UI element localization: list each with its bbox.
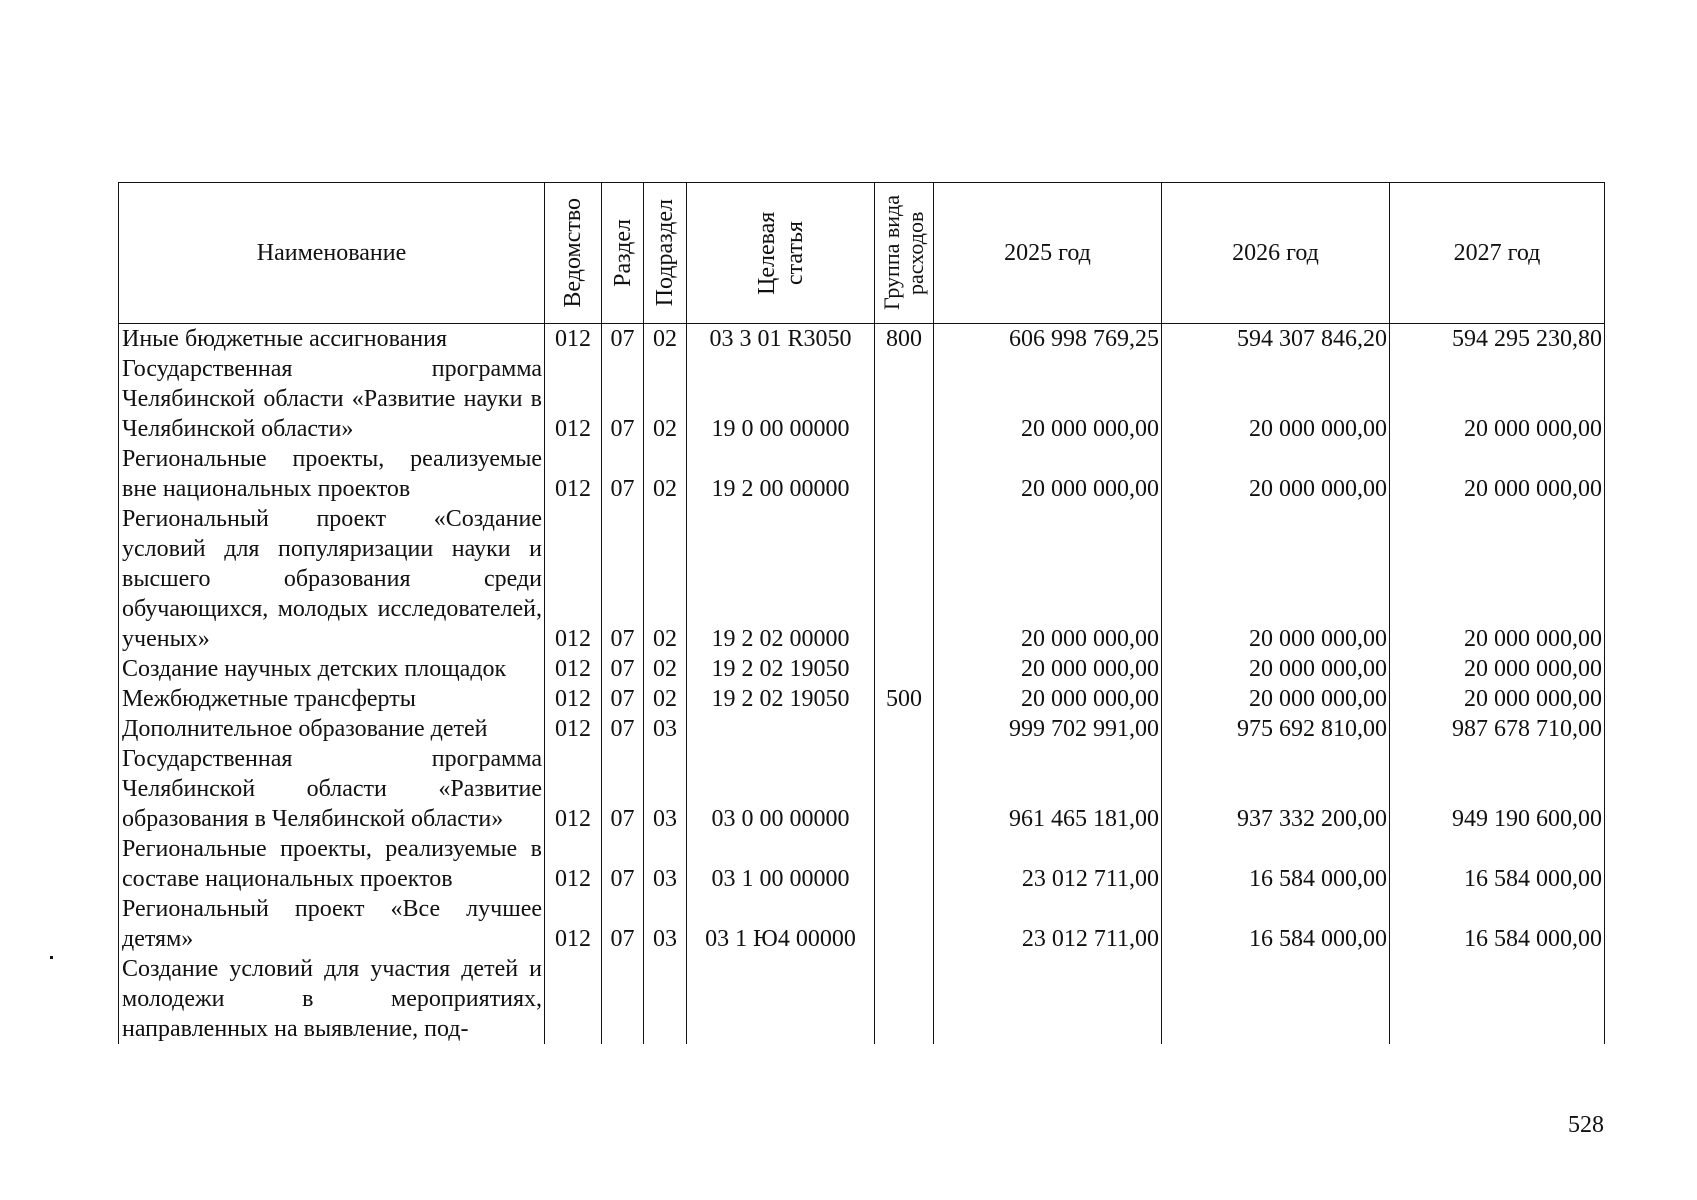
cell-razdel: 07 — [602, 504, 644, 654]
table-row — [119, 324, 1605, 355]
cell-vedomstvo: 012 — [545, 894, 602, 954]
cell-2026: 20 000 000,00 — [1162, 504, 1390, 654]
cell-podrazdel: 02 — [644, 504, 687, 654]
cell-podrazdel: 02 — [644, 354, 687, 444]
table-row — [119, 504, 1605, 654]
cell-vedomstvo: 012 — [545, 714, 602, 744]
cell-tselevaya-statya: 19 2 02 00000 — [687, 504, 875, 654]
cell-vid-rashodov — [875, 834, 934, 894]
cell-2027: 20 000 000,00 — [1390, 504, 1605, 654]
cell-razdel: 07 — [602, 654, 644, 684]
cell-razdel: 07 — [602, 444, 644, 504]
cell-2025: 20 000 000,00 — [934, 684, 1162, 714]
header-2026: 2026 год — [1162, 183, 1390, 324]
cell-2026: 16 584 000,00 — [1162, 894, 1390, 954]
table-header — [119, 183, 1605, 324]
table-row — [119, 654, 1605, 684]
cell-2026: 594 307 846,20 — [1162, 324, 1390, 355]
cell-vedomstvo: 012 — [545, 684, 602, 714]
cell-tselevaya-statya: 19 2 02 19050 — [687, 684, 875, 714]
cell-2027: 20 000 000,00 — [1390, 354, 1605, 444]
cell-2027 — [1390, 954, 1605, 1044]
cell-name: Создание научных детских площадок — [119, 654, 545, 684]
cell-2027: 20 000 000,00 — [1390, 444, 1605, 504]
cell-razdel: 07 — [602, 744, 644, 834]
cell-vedomstvo: 012 — [545, 324, 602, 355]
table-row — [119, 744, 1605, 834]
cell-podrazdel: 02 — [644, 444, 687, 504]
cell-vid-rashodov: 500 — [875, 684, 934, 714]
table-body — [119, 324, 1605, 1045]
cell-razdel — [602, 954, 644, 1044]
cell-razdel: 07 — [602, 834, 644, 894]
cell-name: Региональный проект «Все лучшее детям» — [119, 894, 545, 954]
cell-2025: 20 000 000,00 — [934, 654, 1162, 684]
cell-2025: 20 000 000,00 — [934, 504, 1162, 654]
cell-name: Региональный проект «Создание условий для популяризации науки и высшего образования среди обучающихся, молодых исследователей, ученых» — [119, 504, 545, 654]
cell-vedomstvo: 012 — [545, 654, 602, 684]
table-row — [119, 894, 1605, 954]
cell-2026: 20 000 000,00 — [1162, 684, 1390, 714]
table-row — [119, 954, 1605, 1044]
cell-razdel: 07 — [602, 354, 644, 444]
cell-vedomstvo: 012 — [545, 354, 602, 444]
header-podrazdel: Подраздел — [644, 183, 687, 324]
header-vedomstvo: Ведомство — [545, 183, 602, 324]
cell-podrazdel: 03 — [644, 894, 687, 954]
cell-vedomstvo: 012 — [545, 834, 602, 894]
cell-name: Государственная программа Челябинской области «Развитие науки в Челябинской области» — [119, 354, 545, 444]
cell-vid-rashodov — [875, 894, 934, 954]
cell-2027: 20 000 000,00 — [1390, 684, 1605, 714]
scan-dot — [50, 956, 53, 959]
cell-vid-rashodov — [875, 354, 934, 444]
cell-vid-rashodov — [875, 444, 934, 504]
header-2025: 2025 год — [934, 183, 1162, 324]
cell-2026: 975 692 810,00 — [1162, 714, 1390, 744]
budget-table — [118, 182, 1605, 1044]
table-row — [119, 714, 1605, 744]
cell-2027: 987 678 710,00 — [1390, 714, 1605, 744]
cell-2025: 23 012 711,00 — [934, 894, 1162, 954]
cell-vedomstvo: 012 — [545, 744, 602, 834]
cell-podrazdel: 02 — [644, 324, 687, 355]
cell-vid-rashodov — [875, 954, 934, 1044]
cell-2025: 23 012 711,00 — [934, 834, 1162, 894]
cell-name: Региональные проекты, реализуемые в составе национальных проектов — [119, 834, 545, 894]
cell-2027: 16 584 000,00 — [1390, 894, 1605, 954]
cell-2026: 16 584 000,00 — [1162, 834, 1390, 894]
cell-tselevaya-statya — [687, 954, 875, 1044]
cell-2025: 606 998 769,25 — [934, 324, 1162, 355]
cell-podrazdel: 03 — [644, 744, 687, 834]
table-row — [119, 684, 1605, 714]
cell-2026: 20 000 000,00 — [1162, 444, 1390, 504]
cell-2027: 16 584 000,00 — [1390, 834, 1605, 894]
cell-razdel: 07 — [602, 714, 644, 744]
cell-2026: 937 332 200,00 — [1162, 744, 1390, 834]
table-row — [119, 354, 1605, 444]
cell-tselevaya-statya: 03 0 00 00000 — [687, 744, 875, 834]
cell-vid-rashodov — [875, 654, 934, 684]
header-tselevaya-statya: Целевая статья — [687, 183, 875, 324]
cell-vid-rashodov — [875, 504, 934, 654]
cell-tselevaya-statya — [687, 714, 875, 744]
cell-razdel: 07 — [602, 894, 644, 954]
cell-2027: 594 295 230,80 — [1390, 324, 1605, 355]
cell-podrazdel: 03 — [644, 714, 687, 744]
cell-2025 — [934, 954, 1162, 1044]
cell-2025: 20 000 000,00 — [934, 444, 1162, 504]
cell-2025: 20 000 000,00 — [934, 354, 1162, 444]
cell-name: Создание условий для участия детей и молодежи в мероприятиях, направленных на выявление, под- — [119, 954, 545, 1044]
cell-vedomstvo — [545, 954, 602, 1044]
table-row — [119, 834, 1605, 894]
cell-name: Иные бюджетные ассигнования — [119, 324, 545, 355]
cell-podrazdel: 03 — [644, 834, 687, 894]
cell-name: Региональные проекты, реализуемые вне национальных проектов — [119, 444, 545, 504]
cell-razdel: 07 — [602, 324, 644, 355]
budget-table-sheet — [118, 182, 1604, 1044]
cell-tselevaya-statya: 03 1 00 00000 — [687, 834, 875, 894]
cell-2027: 949 190 600,00 — [1390, 744, 1605, 834]
cell-podrazdel: 02 — [644, 654, 687, 684]
cell-razdel: 07 — [602, 684, 644, 714]
cell-vid-rashodov: 800 — [875, 324, 934, 355]
cell-tselevaya-statya: 19 2 02 19050 — [687, 654, 875, 684]
cell-vedomstvo: 012 — [545, 444, 602, 504]
cell-tselevaya-statya: 19 0 00 00000 — [687, 354, 875, 444]
cell-tselevaya-statya: 03 1 Ю4 00000 — [687, 894, 875, 954]
cell-podrazdel: 02 — [644, 684, 687, 714]
cell-vid-rashodov — [875, 714, 934, 744]
header-name: Наименование — [119, 183, 545, 324]
cell-name: Дополнительное образование детей — [119, 714, 545, 744]
page-number: 528 — [1568, 1112, 1604, 1138]
cell-name: Межбюджетные трансферты — [119, 684, 545, 714]
cell-podrazdel — [644, 954, 687, 1044]
cell-2026 — [1162, 954, 1390, 1044]
cell-2026: 20 000 000,00 — [1162, 654, 1390, 684]
header-2027: 2027 год — [1390, 183, 1605, 324]
cell-2026: 20 000 000,00 — [1162, 354, 1390, 444]
cell-vid-rashodov — [875, 744, 934, 834]
header-razdel: Раздел — [602, 183, 644, 324]
cell-2027: 20 000 000,00 — [1390, 654, 1605, 684]
cell-vedomstvo: 012 — [545, 504, 602, 654]
cell-2025: 999 702 991,00 — [934, 714, 1162, 744]
cell-tselevaya-statya: 19 2 00 00000 — [687, 444, 875, 504]
header-gruppa-vida-rashodov: Группа вида расходов — [875, 183, 934, 324]
cell-2025: 961 465 181,00 — [934, 744, 1162, 834]
cell-tselevaya-statya: 03 3 01 R3050 — [687, 324, 875, 355]
cell-name: Государственная программа Челябинской области «Развитие образования в Челябинской области» — [119, 744, 545, 834]
table-row — [119, 444, 1605, 504]
